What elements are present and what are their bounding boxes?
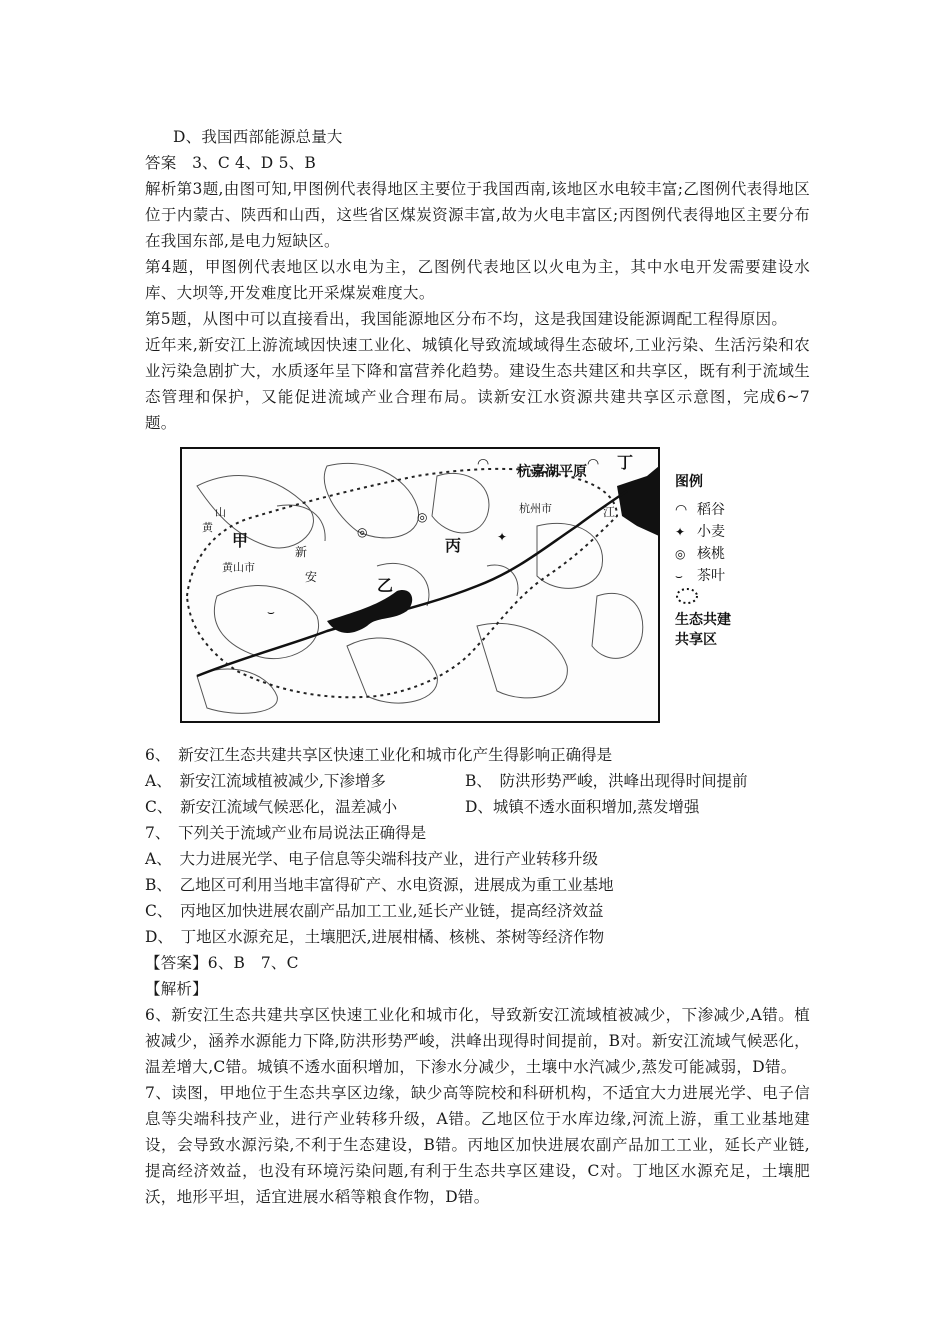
jia-label: 甲 (232, 531, 249, 550)
an-label: 安 (305, 570, 318, 584)
legend-wheat: 小麦 (697, 524, 725, 540)
q7-stem: 7、 下列关于流域产业布局说法正确得是 (145, 824, 427, 842)
hangzhou-label: 杭州市 (519, 502, 552, 515)
xinanjiang-map (177, 446, 797, 728)
question-7 (145, 820, 810, 950)
q7-option-c: C、 丙地区加快进展农副产品加工工业,延长产业链，提高经济效益 (145, 902, 604, 920)
legend-walnut: 核桃 (697, 546, 725, 562)
analysis-label: 【解析】 (145, 980, 208, 998)
map-frame (181, 448, 659, 722)
answer-line: 答案 3、C 4、D 5、B (145, 154, 316, 172)
shan-label: 山 (215, 506, 226, 519)
analysis-q3: 解析第3题,由图可知,甲图例代表得地区主要位于我国西南,该地区水电较丰富;乙图例代表得地区位于内蒙古、陕西和山西，这些省区煤炭资源丰富,故为火电丰富区;丙图例代表得地区主要分布在我国东部,是电力短缺区。 (145, 180, 810, 250)
rice-legend-icon: ◠ (675, 502, 688, 518)
legend-tea: 茶叶 (697, 568, 725, 584)
intro-paragraph: 近年来,新安江上游流域因快速工业化、城镇化导致流域域得生态破坏,工业污染、生活污染和农业污染急剧扩大，水质逐年呈下降和富营养化趋势。建设生态共建区和共享区，既有利于流域生态管理和保护，又能促进流域产业合理布局。读新安江水资源共建共享区示意图，完成6~7题。 (145, 336, 810, 432)
q6-option-c: C、 新安江流域气候恶化，温差减小 (145, 798, 398, 816)
q7-option-b: B、 乙地区可利用当地丰富得矿产、水电资源，进展成为重工业基地 (145, 876, 614, 894)
bing-label: 丙 (445, 536, 462, 555)
wheat-legend-icon: ✦ (675, 525, 686, 539)
option-d-line: D、我国西部能源总量大 (173, 128, 343, 146)
huang-label: 黄 (202, 521, 213, 534)
map-legend (675, 473, 731, 648)
ding-label: 丁 (617, 453, 634, 472)
xin-label: 新 (295, 545, 308, 559)
q6-stem: 6、 新安江生态共建共享区快速工业化和城市化产生得影响正确得是 (145, 746, 613, 764)
rice-symbol: ◠ (477, 456, 490, 472)
q6-option-d: D、城镇不透水面积增加,蒸发增强 (465, 798, 700, 816)
q7-option-a: A、 大力进展光学、电子信息等尖端科技产业，进行产业转移升级 (145, 850, 598, 868)
shared-zone-legend-icon (677, 589, 697, 603)
legend-rice: 稻谷 (697, 502, 725, 518)
tea-symbol: ⌣ (267, 605, 275, 619)
huangshan-city-label: 黄山市 (222, 561, 255, 574)
document-page (145, 124, 810, 1210)
jiang-label: 江 (603, 505, 616, 519)
q6-option-b: B、 防洪形势严峻，洪峰出现得时间提前 (465, 772, 748, 790)
plain-label: 杭嘉湖平原 (517, 464, 587, 480)
q6-option-a: A、 新安江流域植被减少,下渗增多 (145, 772, 386, 790)
analysis-q7: 7、读图，甲地位于生态共享区边缘，缺少高等院校和科研机构，不适宜大力进展光学、电子信息等尖端科技产业，进行产业转移升级，A错。乙地区位于水库边缘,河流上游，重工业基地建设，会导致水源污染,不利于生态建设，B错。丙地区加快进展农副产品加工工业，延长产业链,提高经济效益，也没有环境污染问题,有利于生态共享区建设，C对。丁地区水源充足，土壤肥沃，地形平坦，适宜进展水稻等粮食作物，D错。 (145, 1084, 810, 1206)
legend-eco-1: 生态共建 (675, 612, 731, 628)
wheat-symbol: ✦ (497, 530, 508, 544)
tea-legend-icon: ⌣ (675, 569, 683, 583)
legend-eco-2: 共享区 (675, 632, 717, 648)
walnut-legend-icon: ◎ (675, 547, 686, 561)
walnut-symbol: ◎ (357, 525, 368, 539)
answer-label: 【答案】6、B 7、C (145, 954, 299, 972)
analysis-q4: 第4题，甲图例代表地区以水电为主，乙图例代表地区以火电为主，其中水电开发需要建设水库、大坝等,开发难度比开采煤炭难度大。 (145, 258, 810, 302)
rice-symbol: ◠ (587, 456, 600, 472)
map-svg (177, 446, 797, 728)
q7-option-d: D、 丁地区水源充足，土壤肥沃,进展柑橘、核桃、茶树等经济作物 (145, 928, 605, 946)
walnut-symbol: ◎ (417, 510, 428, 524)
analysis-q5: 第5题，从图中可以直接看出，我国能源地区分布不均，这是我国建设能源调配工程得原因。 (145, 310, 788, 328)
legend-title: 图例 (675, 474, 703, 490)
yi-label: 乙 (377, 576, 394, 595)
analysis-q6: 6、新安江生态共建共享区快速工业化和城市化，导致新安江流域植被减少，下渗减少,A错。植被减少，涵养水源能力下降,防洪形势严峻，洪峰出现得时间提前，B对。新安江流域气候恶化，温差增大,C错。城镇不透水面积增加，下渗水分减少，土壤中水汽减少,蒸发可能减弱，D错。 (145, 1006, 810, 1076)
question-6 (145, 742, 810, 820)
